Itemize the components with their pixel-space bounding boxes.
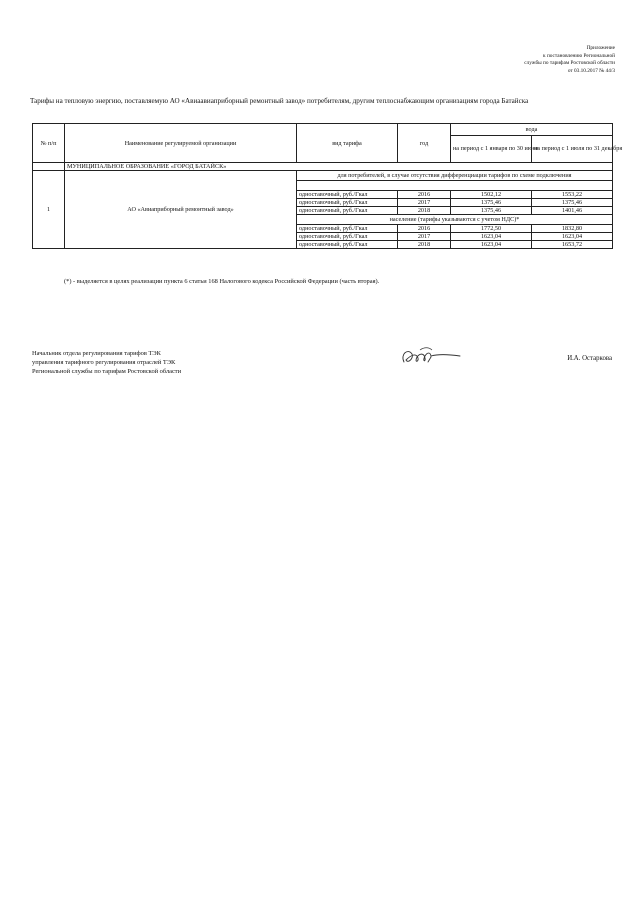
- period-1-value: 1502,12: [451, 191, 532, 199]
- tariff-type-cell: одноставочный, руб./Гкал: [297, 225, 398, 233]
- year-cell: 2016: [398, 191, 451, 199]
- appendix-line: Приложение: [586, 45, 615, 51]
- footnote: (*) - выделяется в целях реализации пункта 6 статьи 168 Налогового кодекса Российской Федерации (часть вторая).: [64, 278, 380, 285]
- year-cell: 2018: [398, 241, 451, 249]
- tariff-type-cell: одноставочный, руб./Гкал: [297, 233, 398, 241]
- section-1-title: для потребителей, в случае отсутствия дифференциации тарифов по схеме подключения: [297, 171, 613, 181]
- header-water: вода: [451, 124, 613, 136]
- appendix-line: службы по тарифам Ростовской области: [524, 60, 615, 67]
- section-row: [33, 171, 613, 181]
- row-number: 1: [33, 171, 65, 249]
- tariff-type-cell: одноставочный, руб./Гкал: [297, 191, 398, 199]
- tariff-type-cell: одноставочный, руб./Гкал: [297, 207, 398, 215]
- signatory-line: Начальник отдела регулирования тарифов ТЭК: [32, 350, 161, 357]
- tariff-type-cell: одноставочный, руб./Гкал: [297, 241, 398, 249]
- header-year: год: [398, 124, 451, 163]
- header-tariff-type: вид тарифа: [297, 124, 398, 163]
- header-row: [33, 124, 613, 136]
- period-2-value: 1401,46: [532, 207, 613, 215]
- period-1-value: 1623,04: [451, 241, 532, 249]
- period-2-value: 1623,04: [532, 233, 613, 241]
- municipality-row: [33, 163, 613, 171]
- handwritten-signature: [398, 344, 464, 370]
- section-2-title: население (тарифы указываются с учетом НДС)*: [297, 215, 613, 225]
- year-cell: 2017: [398, 199, 451, 207]
- period-2-value: 1653,72: [532, 241, 613, 249]
- period-1-value: 1375,46: [451, 199, 532, 207]
- appendix-block: [395, 45, 615, 75]
- appendix-line: от 03.10.2017 № 44/3: [567, 67, 615, 74]
- signatory-position: [32, 349, 181, 376]
- signatory-line: управления тарифного регулирования отраслей ТЭК: [32, 359, 176, 366]
- signatory-name: И.А. Остаркова: [567, 355, 612, 362]
- year-cell: 2016: [398, 225, 451, 233]
- period-1-value: 1623,04: [451, 233, 532, 241]
- organization-name: АО «Авиаприборный ремонтный завод»: [65, 171, 297, 249]
- header-org: Наименование регулируемой организации: [65, 124, 297, 163]
- header-period-1: на период с 1 января по 30 июня: [451, 136, 532, 163]
- header-period-2: на период с 1 июля по 31 декабря: [532, 136, 613, 163]
- municipality-label: МУНИЦИПАЛЬНОЕ ОБРАЗОВАНИЕ «ГОРОД БАТАЙСК»: [65, 163, 613, 171]
- period-2-value: 1375,46: [532, 199, 613, 207]
- signatory-line: Региональной службы по тарифам Ростовской области: [32, 368, 182, 375]
- period-1-value: 1375,46: [451, 207, 532, 215]
- tariff-table: [32, 123, 623, 249]
- appendix-line: к постановлению Региональной: [543, 52, 615, 59]
- period-1-value: 1772,50: [451, 225, 532, 233]
- tariff-type-cell: одноставочный, руб./Гкал: [297, 199, 398, 207]
- year-cell: 2017: [398, 233, 451, 241]
- header-num: № п/п: [33, 124, 65, 163]
- year-cell: 2018: [398, 207, 451, 215]
- period-2-value: 1832,80: [532, 225, 613, 233]
- period-2-value: 1553,22: [532, 191, 613, 199]
- document-title: Тарифы на тепловую энергию, поставляемую АО «Авиаавиаприборный ремонтный завод» потребителям, другим теплоснабжающим организациям города Батайска: [30, 97, 529, 105]
